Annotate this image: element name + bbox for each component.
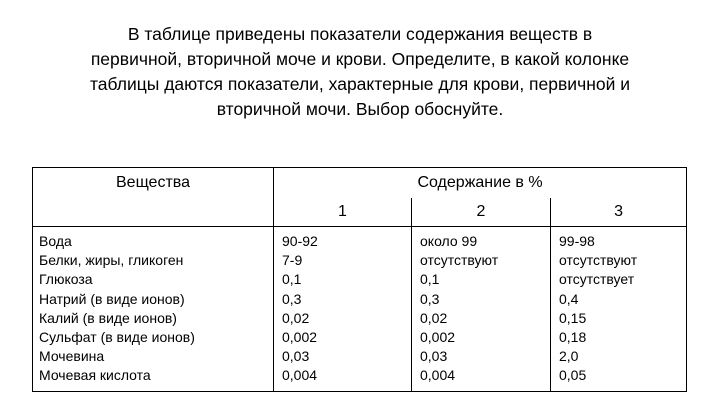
value-cell: 7-9 (282, 252, 303, 269)
value-cell: 0,02 (420, 309, 448, 326)
value-cell: 0,15 (559, 309, 587, 326)
header-substances-blank (33, 198, 274, 227)
substance-name: Мочевина (39, 348, 105, 365)
value-cell: 90-92 (282, 233, 318, 249)
value-cell: 99-98 (559, 233, 595, 249)
value-cell: отсутствует (559, 271, 635, 288)
value-cell: 2,0 (559, 348, 579, 365)
value-cell: 0,002 (282, 329, 318, 346)
column-number-1: 1 (274, 198, 412, 227)
task-line: вторичной мочи. Выбор обоснуйте. (216, 99, 504, 119)
value-cell: отсутствуют (420, 252, 499, 269)
value-cell: 0,03 (282, 348, 310, 365)
value-cell: 0,4 (559, 290, 579, 307)
substance-name: Сульфат (в виде ионов) (39, 329, 195, 346)
value-cell: 0,02 (282, 309, 310, 326)
substance-name: Натрий (в виде ионов) (39, 290, 185, 307)
value-cell: отсутствуют (559, 252, 638, 269)
task-line: первичной, вторичной моче и крови. Определите, в какой колонке (90, 49, 630, 69)
substances-table (32, 167, 687, 392)
header-substances: Вещества (33, 168, 274, 199)
column-1-cell (274, 227, 412, 392)
value-cell: 0,3 (420, 290, 440, 307)
column-2-values (412, 227, 550, 391)
substance-name: Глюкоза (39, 271, 93, 288)
column-3-values (551, 227, 686, 391)
column-1-values (274, 227, 411, 391)
value-cell: 0,1 (282, 271, 302, 288)
value-cell: 0,004 (282, 367, 318, 384)
value-cell: 0,3 (282, 290, 302, 307)
task-line: таблицы даются показатели, характерные для крови, первичной и (89, 74, 630, 94)
column-number-3: 3 (551, 198, 687, 227)
substance-name: Калий (в виде ионов) (39, 309, 177, 326)
column-number-2: 2 (412, 198, 551, 227)
value-cell: 0,002 (420, 329, 456, 346)
substances-cell (33, 227, 274, 392)
value-cell: 0,03 (420, 348, 448, 365)
value-cell: 0,004 (420, 367, 456, 384)
substance-name: Вода (39, 233, 72, 249)
column-3-cell (551, 227, 687, 392)
substance-name: Мочевая кислота (39, 367, 151, 384)
substances-list (33, 227, 273, 391)
value-cell: около 99 (420, 233, 478, 249)
substance-name: Белки, жиры, гликоген (39, 252, 184, 269)
value-cell: 0,05 (559, 367, 587, 384)
column-2-cell (412, 227, 551, 392)
value-cell: 0,18 (559, 329, 587, 346)
task-line: В таблице приведены показатели содержания веществ в (127, 24, 593, 44)
header-content: Содержание в % (274, 168, 687, 199)
task-text (20, 22, 700, 122)
value-cell: 0,1 (420, 271, 440, 288)
